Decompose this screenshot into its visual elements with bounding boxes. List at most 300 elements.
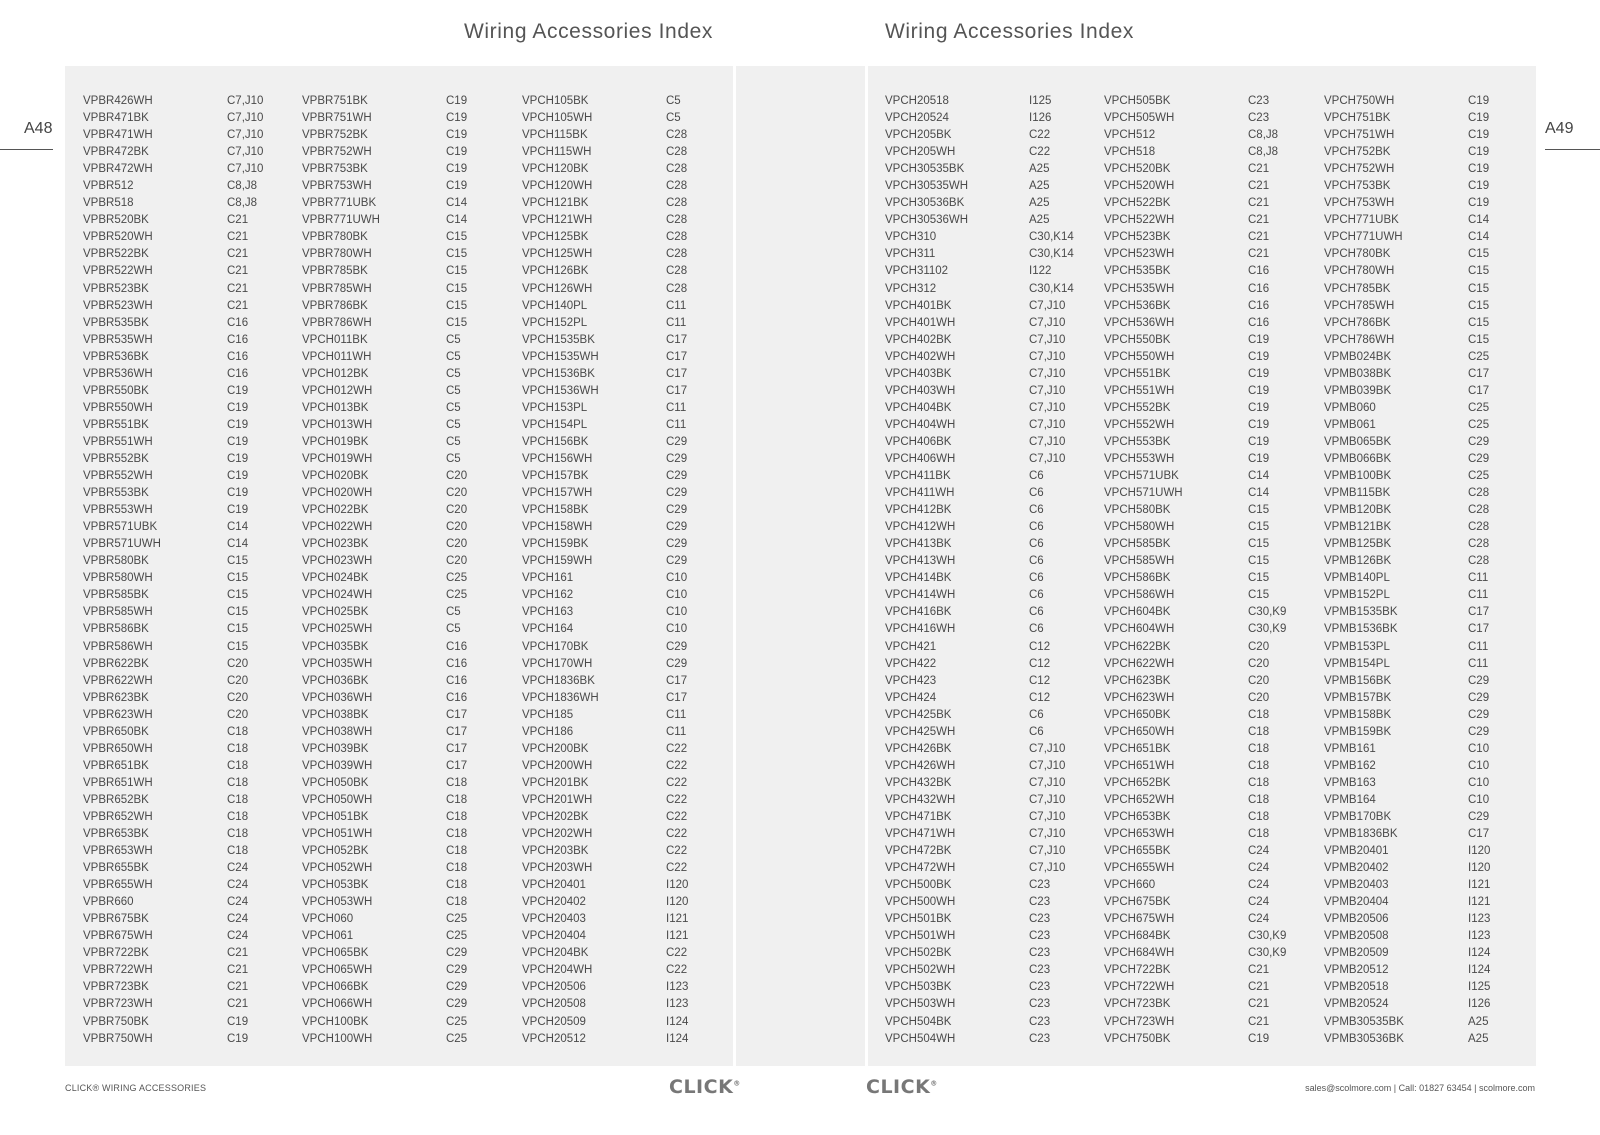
index-row xyxy=(302,877,516,894)
index-row xyxy=(302,996,516,1013)
page-title-left: Wiring Accessories Index xyxy=(464,20,713,43)
page-reference: C7,J10 xyxy=(227,112,264,125)
page-reference: C19 xyxy=(227,452,249,465)
index-row xyxy=(885,178,1099,195)
index-row xyxy=(885,826,1099,843)
product-code: VPCH422 xyxy=(885,657,937,670)
page-reference: C28 xyxy=(666,248,688,261)
product-code: VPCH535WH xyxy=(1104,282,1175,295)
page-reference: C19 xyxy=(227,1032,249,1045)
page-reference: C29 xyxy=(1468,674,1490,687)
page-reference: C15 xyxy=(446,231,468,244)
product-code: VPCH20403 xyxy=(522,913,586,926)
page-reference: C28 xyxy=(666,180,688,193)
product-code: VPCH571UWH xyxy=(1104,487,1183,500)
product-code: VPCH035BK xyxy=(302,640,369,653)
product-code: VPCH30536WH xyxy=(885,214,969,227)
page-reference: C15 xyxy=(1248,589,1270,602)
page-reference: C5 xyxy=(446,401,461,414)
index-row xyxy=(885,690,1099,707)
page-reference: C5 xyxy=(666,112,681,125)
index-row xyxy=(83,246,297,263)
index-row xyxy=(522,639,736,656)
index-row xyxy=(522,332,736,349)
index-row xyxy=(1324,673,1538,690)
footer-brand: CLICK® WIRING ACCESSORIES xyxy=(65,1083,207,1093)
page-reference: C20 xyxy=(446,538,468,551)
product-code: VPCH780BK xyxy=(1324,248,1391,261)
index-row xyxy=(1324,229,1538,246)
product-code: VPBR652BK xyxy=(83,793,149,806)
page-reference: C21 xyxy=(227,299,249,312)
page-reference: C28 xyxy=(666,129,688,142)
product-code: VPCH502WH xyxy=(885,964,956,977)
index-row xyxy=(1324,1031,1538,1048)
index-row xyxy=(83,127,297,144)
page-reference: C17 xyxy=(666,691,688,704)
page-reference: C18 xyxy=(227,725,249,738)
index-row xyxy=(885,417,1099,434)
index-row xyxy=(1104,366,1318,383)
page-reference: C21 xyxy=(1248,180,1270,193)
product-code: VPBR750BK xyxy=(83,1015,149,1028)
product-code: VPBR723BK xyxy=(83,981,149,994)
page-reference: C20 xyxy=(227,657,249,670)
page-reference: C16 xyxy=(227,333,249,346)
product-code: VPCH403WH xyxy=(885,384,956,397)
index-row xyxy=(885,502,1099,519)
page-reference: C22 xyxy=(666,793,688,806)
index-row xyxy=(1324,962,1538,979)
index-row xyxy=(302,93,516,110)
page-reference: C8,J8 xyxy=(1248,129,1279,142)
product-code: VPBR623WH xyxy=(83,708,153,721)
page-reference: C6 xyxy=(1029,606,1044,619)
product-code: VPCH020BK xyxy=(302,470,369,483)
page-reference: I120 xyxy=(666,896,689,909)
page-reference: I123 xyxy=(666,998,689,1011)
page-reference: C6 xyxy=(1029,589,1044,602)
product-code: VPCH406WH xyxy=(885,452,956,465)
index-row xyxy=(83,724,297,741)
index-row xyxy=(522,587,736,604)
page-reference: C19 xyxy=(227,435,249,448)
product-code: VPCH684WH xyxy=(1104,947,1175,960)
page-reference: C23 xyxy=(1248,112,1270,125)
page-reference: C19 xyxy=(1248,1032,1270,1045)
product-code: VPCH412BK xyxy=(885,504,952,517)
product-code: VPCH655BK xyxy=(1104,845,1171,858)
index-column xyxy=(1324,93,1538,1048)
index-row xyxy=(302,741,516,758)
index-row xyxy=(302,724,516,741)
index-row xyxy=(885,911,1099,928)
page-reference: C19 xyxy=(446,163,468,176)
page-reference: I124 xyxy=(666,1032,689,1045)
page-reference: C14 xyxy=(1468,214,1490,227)
page-reference: C22 xyxy=(666,776,688,789)
page-reference: C7,J10 xyxy=(1029,435,1066,448)
index-row xyxy=(1324,656,1538,673)
index-row xyxy=(1324,161,1538,178)
index-row xyxy=(1324,349,1538,366)
page-reference: C15 xyxy=(227,623,249,636)
product-code: VPCH413WH xyxy=(885,555,956,568)
index-row xyxy=(83,843,297,860)
page-reference: C24 xyxy=(1248,845,1270,858)
product-code: VPCH30535BK xyxy=(885,163,965,176)
index-row xyxy=(302,707,516,724)
index-row xyxy=(302,690,516,707)
page-reference: I121 xyxy=(1468,896,1491,909)
page-reference: C24 xyxy=(1248,913,1270,926)
product-code: VPCH512 xyxy=(1104,129,1156,142)
page-reference: C23 xyxy=(1029,964,1051,977)
product-code: VPMB024BK xyxy=(1324,350,1392,363)
page-reference: C24 xyxy=(227,913,249,926)
product-code: VPCH052WH xyxy=(302,862,373,875)
index-row xyxy=(522,315,736,332)
product-code: VPCH722BK xyxy=(1104,964,1171,977)
index-row xyxy=(522,536,736,553)
product-code: VPMB065BK xyxy=(1324,435,1392,448)
index-row xyxy=(302,383,516,400)
product-code: VPCH522WH xyxy=(1104,214,1175,227)
product-code: VPMB161 xyxy=(1324,742,1376,755)
page-reference: C29 xyxy=(1468,452,1490,465)
page-reference: C25 xyxy=(446,589,468,602)
product-code: VPCH205WH xyxy=(885,146,956,159)
page-reference: I126 xyxy=(1468,998,1491,1011)
page-reference: C21 xyxy=(227,248,249,261)
index-row xyxy=(83,639,297,656)
page-reference: C18 xyxy=(446,862,468,875)
product-code: VPCH012WH xyxy=(302,384,373,397)
index-row xyxy=(83,996,297,1013)
page-reference: C23 xyxy=(1029,913,1051,926)
product-code: VPCH115BK xyxy=(522,129,588,142)
index-row xyxy=(1104,298,1318,315)
page-reference: C19 xyxy=(1248,350,1270,363)
product-code: VPMB158BK xyxy=(1324,708,1392,721)
product-code: VPCH425BK xyxy=(885,708,952,721)
product-code: VPBR660 xyxy=(83,896,134,909)
index-row xyxy=(1324,212,1538,229)
index-row xyxy=(1104,93,1318,110)
product-code: VPCH655WH xyxy=(1104,862,1175,875)
index-row xyxy=(522,962,736,979)
page-reference: C17 xyxy=(1468,606,1490,619)
page-reference: C19 xyxy=(1468,129,1490,142)
page-reference: I121 xyxy=(666,913,689,926)
index-row xyxy=(1324,332,1538,349)
product-code: VPCH401BK xyxy=(885,299,952,312)
index-row xyxy=(83,263,297,280)
product-code: VPCH201WH xyxy=(522,793,593,806)
index-row xyxy=(885,349,1099,366)
index-row xyxy=(302,843,516,860)
product-code: VPCH432WH xyxy=(885,793,956,806)
product-code: VPMB157BK xyxy=(1324,691,1392,704)
product-code: VPCH20404 xyxy=(522,930,586,943)
page-reference: I121 xyxy=(666,930,689,943)
product-code: VPCH201BK xyxy=(522,776,589,789)
page-reference: C7,J10 xyxy=(1029,793,1066,806)
index-row xyxy=(885,366,1099,383)
index-row xyxy=(1104,315,1318,332)
index-row xyxy=(1324,144,1538,161)
product-code: VPCH019WH xyxy=(302,452,373,465)
index-row xyxy=(885,570,1099,587)
page-reference: C29 xyxy=(666,435,688,448)
index-row xyxy=(885,775,1099,792)
page-reference: C21 xyxy=(227,214,249,227)
product-code: VPCH157BK xyxy=(522,470,589,483)
page-reference: C15 xyxy=(446,299,468,312)
index-row xyxy=(885,536,1099,553)
index-row xyxy=(1104,110,1318,127)
index-row xyxy=(1324,366,1538,383)
index-row xyxy=(302,553,516,570)
index-row xyxy=(522,519,736,536)
product-code: VPBR652WH xyxy=(83,810,153,823)
index-row xyxy=(1324,417,1538,434)
page-reference: C15 xyxy=(1468,265,1490,278)
page-reference: C10 xyxy=(666,606,688,619)
page-reference: C7,J10 xyxy=(1029,367,1066,380)
index-row xyxy=(302,792,516,809)
page-reference: C19 xyxy=(1468,197,1490,210)
index-row xyxy=(302,127,516,144)
product-code: VPCH185 xyxy=(522,708,574,721)
index-row xyxy=(302,860,516,877)
page-reference: C21 xyxy=(1248,964,1270,977)
index-row xyxy=(1324,315,1538,332)
index-column xyxy=(302,93,516,1048)
page-reference: C21 xyxy=(1248,197,1270,210)
product-code: VPCH100BK xyxy=(302,1015,369,1028)
index-row xyxy=(83,434,297,451)
page-reference: C24 xyxy=(1248,879,1270,892)
product-code: VPCH502BK xyxy=(885,947,952,960)
product-code: VPCH011WH xyxy=(302,350,372,363)
product-code: VPCH20508 xyxy=(522,998,586,1011)
page-reference: C18 xyxy=(227,810,249,823)
product-code: VPBR518 xyxy=(83,197,134,210)
product-code: VPCH622WH xyxy=(1104,657,1175,670)
index-row xyxy=(83,229,297,246)
page-reference: C21 xyxy=(1248,248,1270,261)
product-code: VPBR675WH xyxy=(83,930,153,943)
index-row xyxy=(522,127,736,144)
page-reference: C19 xyxy=(1248,435,1270,448)
page-reference: C18 xyxy=(227,828,249,841)
index-row xyxy=(885,195,1099,212)
page-reference: C16 xyxy=(1248,282,1270,295)
index-row xyxy=(302,263,516,280)
page-reference: C14 xyxy=(227,538,249,551)
index-row xyxy=(83,536,297,553)
page-reference: C19 xyxy=(446,180,468,193)
product-code: VPBR623BK xyxy=(83,691,149,704)
page-reference: C28 xyxy=(666,282,688,295)
page-reference: C11 xyxy=(1468,640,1489,653)
index-row xyxy=(1104,690,1318,707)
index-row xyxy=(522,178,736,195)
page-reference: C29 xyxy=(666,640,688,653)
page-reference: C8,J8 xyxy=(227,197,258,210)
index-row xyxy=(1324,894,1538,911)
page-reference: C19 xyxy=(1248,452,1270,465)
index-row xyxy=(302,417,516,434)
page-reference: C14 xyxy=(446,214,468,227)
product-code: VPCH401WH xyxy=(885,316,956,329)
index-row xyxy=(522,263,736,280)
index-row xyxy=(1104,962,1318,979)
page-reference: C7,J10 xyxy=(1029,299,1066,312)
page-reference: C6 xyxy=(1029,572,1044,585)
page-reference: C29 xyxy=(1468,725,1490,738)
page-reference: C15 xyxy=(1468,282,1490,295)
product-code: VPCH750WH xyxy=(1324,95,1395,107)
index-row xyxy=(1104,911,1318,928)
product-code: VPCH023WH xyxy=(302,555,373,568)
index-row xyxy=(302,485,516,502)
product-code: VPBR722WH xyxy=(83,964,153,977)
index-row xyxy=(522,894,736,911)
index-row xyxy=(522,945,736,962)
page-reference: C29 xyxy=(666,657,688,670)
index-row xyxy=(1324,877,1538,894)
product-code: VPCH404WH xyxy=(885,418,956,431)
product-code: VPBR751WH xyxy=(302,112,372,125)
index-row xyxy=(885,673,1099,690)
product-code: VPCH552BK xyxy=(1104,401,1171,414)
product-code: VPCH022BK xyxy=(302,504,369,517)
index-row xyxy=(1324,383,1538,400)
page-reference: C6 xyxy=(1029,470,1044,483)
product-code: VPCH585WH xyxy=(1104,555,1175,568)
page-reference: C23 xyxy=(1029,947,1051,960)
page-reference: C28 xyxy=(666,231,688,244)
product-code: VPCH404BK xyxy=(885,401,952,414)
product-code: VPCH552WH xyxy=(1104,418,1175,431)
page-reference: C10 xyxy=(666,589,688,602)
product-code: VPBR771UWH xyxy=(302,214,380,227)
product-code: VPMB115BK xyxy=(1324,487,1391,500)
product-code: VPMB153PL xyxy=(1324,640,1390,653)
index-row xyxy=(83,468,297,485)
index-row xyxy=(1324,570,1538,587)
product-code: VPBR536BK xyxy=(83,350,149,363)
product-code: VPCH771UBK xyxy=(1324,214,1399,227)
index-row xyxy=(522,775,736,792)
product-code: VPBR650BK xyxy=(83,725,149,738)
index-row xyxy=(885,246,1099,263)
index-row xyxy=(302,1014,516,1031)
index-row xyxy=(885,229,1099,246)
product-code: VPBR585WH xyxy=(83,606,153,619)
page-reference: C22 xyxy=(1029,129,1051,142)
product-code: VPCH423 xyxy=(885,674,937,687)
product-code: VPMB20509 xyxy=(1324,947,1389,960)
product-code: VPBR786BK xyxy=(302,299,368,312)
product-code: VPCH684BK xyxy=(1104,930,1171,943)
page-reference: C17 xyxy=(446,708,468,721)
product-code: VPCH403BK xyxy=(885,367,952,380)
product-code: VPCH061 xyxy=(302,930,354,943)
index-row xyxy=(522,161,736,178)
product-code: VPCH402WH xyxy=(885,350,956,363)
product-code: VPCH651WH xyxy=(1104,759,1175,772)
page-reference: C15 xyxy=(1468,316,1490,329)
product-code: VPCH650BK xyxy=(1104,708,1171,721)
page-reference: C16 xyxy=(446,691,468,704)
product-code: VPMB120BK xyxy=(1324,504,1392,517)
index-row xyxy=(522,656,736,673)
page-reference: C28 xyxy=(666,146,688,159)
index-row xyxy=(1324,451,1538,468)
page-reference: I123 xyxy=(666,981,689,994)
index-row xyxy=(1104,996,1318,1013)
index-row xyxy=(1104,570,1318,587)
product-code: VPMB159BK xyxy=(1324,725,1392,738)
product-code: VPBR472WH xyxy=(83,163,153,176)
product-code: VPCH652WH xyxy=(1104,793,1175,806)
product-code: VPBR722BK xyxy=(83,947,149,960)
page-reference: I124 xyxy=(1468,964,1491,977)
product-code: VPBR771UBK xyxy=(302,197,377,210)
page-reference: C7,J10 xyxy=(1029,452,1066,465)
index-row xyxy=(1104,502,1318,519)
product-code: VPBR723WH xyxy=(83,998,153,1011)
logo-text: CLICK xyxy=(669,1076,734,1098)
product-code: VPCH622BK xyxy=(1104,640,1171,653)
page-reference: C5 xyxy=(446,350,461,363)
product-code: VPBR622WH xyxy=(83,674,153,687)
product-code: VPCH158WH xyxy=(522,521,593,534)
product-code: VPCH312 xyxy=(885,282,937,295)
page-reference: C29 xyxy=(666,470,688,483)
product-code: VPCH126BK xyxy=(522,265,589,278)
index-row xyxy=(522,229,736,246)
page-reference: C22 xyxy=(666,810,688,823)
page-reference: C16 xyxy=(227,316,249,329)
page-number-left: A48 xyxy=(24,120,53,137)
page-reference: C15 xyxy=(1468,248,1490,261)
product-code: VPCH1536WH xyxy=(522,384,599,397)
product-code: VPCH170BK xyxy=(522,640,589,653)
page-reference: C18 xyxy=(446,896,468,909)
page-reference: C18 xyxy=(446,828,468,841)
product-code: VPCH604BK xyxy=(1104,606,1171,619)
page-reference: A25 xyxy=(1468,1015,1489,1028)
product-code: VPCH1836WH xyxy=(522,691,599,704)
page-reference: C8,J8 xyxy=(227,180,258,193)
page-reference: I125 xyxy=(1029,95,1052,107)
product-code: VPBR426WH xyxy=(83,95,153,107)
index-row xyxy=(522,809,736,826)
product-code: VPCH20401 xyxy=(522,879,586,892)
product-code: VPCH550WH xyxy=(1104,350,1175,363)
index-row xyxy=(885,315,1099,332)
product-code: VPCH202WH xyxy=(522,828,593,841)
page-reference: C20 xyxy=(446,470,468,483)
index-row xyxy=(302,212,516,229)
index-row xyxy=(885,383,1099,400)
index-row xyxy=(302,587,516,604)
product-code: VPMB060 xyxy=(1324,401,1376,414)
